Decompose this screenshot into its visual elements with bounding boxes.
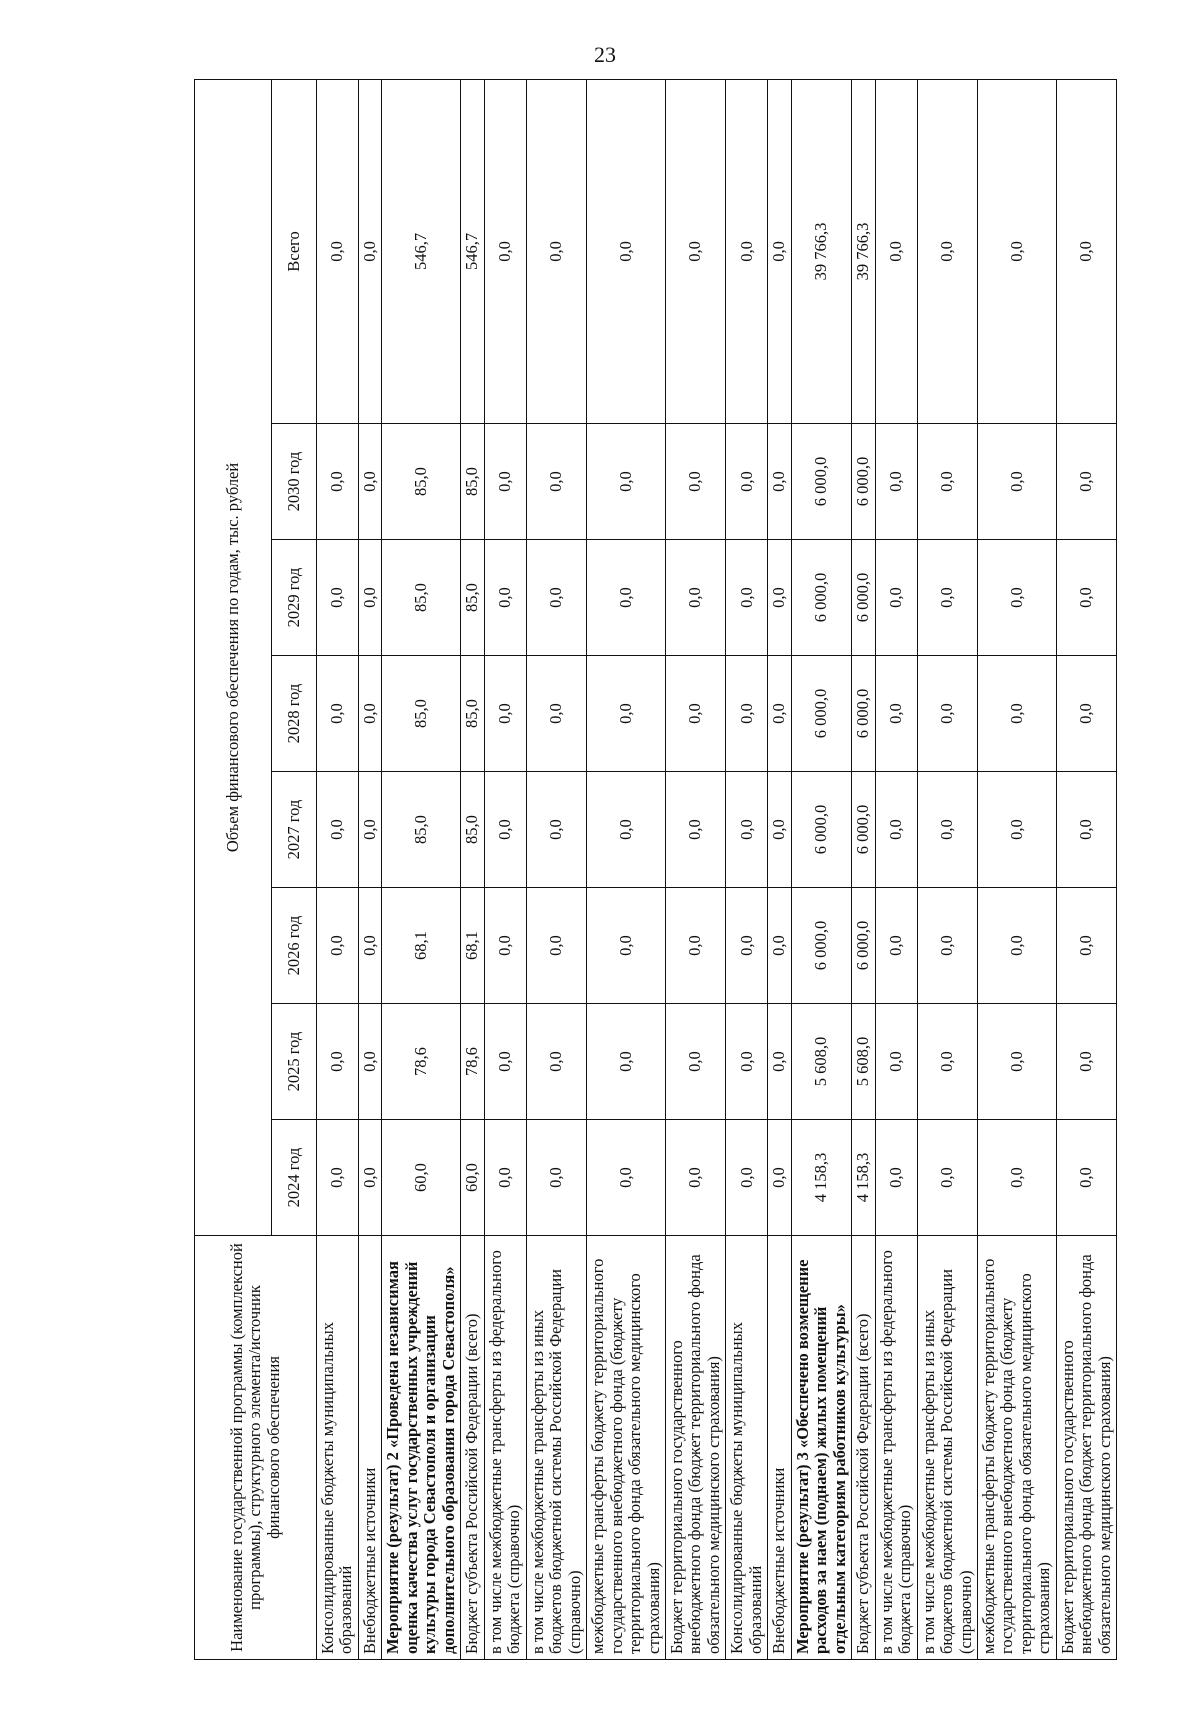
row-value: 0,0 <box>768 772 791 888</box>
row-value: 0,0 <box>587 540 666 656</box>
row-value: 0,0 <box>726 888 768 1004</box>
row-value: 0,0 <box>768 656 791 772</box>
row-value: 0,0 <box>875 1004 917 1120</box>
row-value: 0,0 <box>917 424 977 540</box>
row-value: 85,0 <box>382 540 461 656</box>
row-value: 0,0 <box>484 656 526 772</box>
row-value: 0,0 <box>317 772 359 888</box>
row-value: 0,0 <box>917 540 977 656</box>
row-value: 0,0 <box>526 1120 586 1236</box>
row-value: 0,0 <box>875 1120 917 1236</box>
row-value: 0,0 <box>665 888 725 1004</box>
row-value: 6 000,0 <box>791 888 851 1004</box>
row-value: 5 608,0 <box>791 1004 851 1120</box>
row-value: 78,6 <box>461 1004 484 1120</box>
row-value: 0,0 <box>768 79 791 423</box>
table-row <box>382 79 461 1659</box>
table-row <box>317 79 359 1659</box>
row-value: 0,0 <box>978 79 1057 423</box>
row-value: 0,0 <box>317 424 359 540</box>
row-value: 0,0 <box>1056 888 1116 1004</box>
row-value: 6 000,0 <box>791 772 851 888</box>
table-row <box>526 79 586 1659</box>
row-label: Бюджет субъекта Российской Федерации (всего) <box>852 1236 875 1660</box>
row-value: 0,0 <box>726 79 768 423</box>
row-value: 0,0 <box>484 772 526 888</box>
row-value: 6 000,0 <box>791 424 851 540</box>
row-value: 0,0 <box>317 1120 359 1236</box>
row-value: 85,0 <box>461 540 484 656</box>
row-value: 0,0 <box>917 656 977 772</box>
row-value: 0,0 <box>917 772 977 888</box>
row-value: 0,0 <box>875 888 917 1004</box>
row-value: 0,0 <box>358 888 381 1004</box>
row-value: 0,0 <box>317 888 359 1004</box>
row-value: 0,0 <box>1056 1120 1116 1236</box>
row-value: 0,0 <box>665 1120 725 1236</box>
row-value: 0,0 <box>665 1004 725 1120</box>
header-year-4: 2028 год <box>272 656 317 772</box>
row-label: межбюджетные трансферты бюджету территориального государственного внебюджетного фонда (бюджету территориального фонда обязательного медицинского страхования) <box>587 1236 666 1660</box>
row-value: 0,0 <box>917 1120 977 1236</box>
row-value: 0,0 <box>665 540 725 656</box>
row-label: Внебюджетные источники <box>768 1236 791 1660</box>
row-value: 0,0 <box>978 424 1057 540</box>
row-value: 0,0 <box>587 888 666 1004</box>
row-value: 546,7 <box>382 79 461 423</box>
row-value: 6 000,0 <box>852 772 875 888</box>
row-value: 0,0 <box>526 1004 586 1120</box>
row-label: межбюджетные трансферты бюджету территориального государственного внебюджетного фонда (бюджету территориального фонда обязательного медицинского страхования) <box>978 1236 1057 1660</box>
row-value: 0,0 <box>875 656 917 772</box>
header-volume-column: Объем финансового обеспечения по годам, тыс. рублей <box>195 79 272 1235</box>
row-value: 0,0 <box>484 79 526 423</box>
header-year-7: Всего <box>272 79 317 423</box>
row-value: 0,0 <box>726 656 768 772</box>
row-value: 0,0 <box>587 656 666 772</box>
row-value: 0,0 <box>978 772 1057 888</box>
row-value: 6 000,0 <box>852 424 875 540</box>
row-value: 0,0 <box>978 888 1057 1004</box>
table-row <box>791 79 851 1659</box>
row-value: 4 158,3 <box>852 1120 875 1236</box>
row-value: 0,0 <box>526 888 586 1004</box>
row-value: 0,0 <box>875 79 917 423</box>
table-row <box>484 79 526 1659</box>
row-value: 0,0 <box>665 772 725 888</box>
row-value: 0,0 <box>358 424 381 540</box>
header-year-0: 2024 год <box>272 1120 317 1236</box>
header-year-2: 2026 год <box>272 888 317 1004</box>
row-value: 0,0 <box>1056 772 1116 888</box>
row-value: 0,0 <box>484 1004 526 1120</box>
financing-table <box>194 79 1117 1660</box>
row-value: 0,0 <box>587 772 666 888</box>
row-label: Консолидированные бюджеты муниципальных образований <box>726 1236 768 1660</box>
row-value: 546,7 <box>461 79 484 423</box>
table-row <box>358 79 381 1659</box>
row-value: 85,0 <box>461 656 484 772</box>
table-row <box>875 79 917 1659</box>
row-value: 0,0 <box>484 424 526 540</box>
page-number: 23 <box>594 42 616 67</box>
table-row <box>665 79 725 1659</box>
row-value: 0,0 <box>484 888 526 1004</box>
row-value: 5 608,0 <box>852 1004 875 1120</box>
row-value: 0,0 <box>1056 656 1116 772</box>
row-value: 4 158,3 <box>791 1120 851 1236</box>
table-row <box>852 79 875 1659</box>
table-row <box>768 79 791 1659</box>
row-value: 0,0 <box>917 79 977 423</box>
table-row <box>587 79 666 1659</box>
row-label: Бюджет территориального государственного внебюджетного фонда (бюджет территориального фонда обязательного медицинского страхования) <box>1056 1236 1116 1660</box>
row-value: 0,0 <box>768 888 791 1004</box>
table-row <box>461 79 484 1659</box>
row-value: 0,0 <box>875 772 917 888</box>
row-value: 85,0 <box>382 772 461 888</box>
row-label: в том числе межбюджетные трансферты из федерального бюджета (справочно) <box>484 1236 526 1660</box>
row-value: 0,0 <box>317 1004 359 1120</box>
row-value: 0,0 <box>358 772 381 888</box>
row-value: 0,0 <box>768 424 791 540</box>
row-value: 0,0 <box>526 79 586 423</box>
row-value: 60,0 <box>382 1120 461 1236</box>
row-value: 68,1 <box>382 888 461 1004</box>
row-value: 0,0 <box>587 424 666 540</box>
row-value: 0,0 <box>1056 424 1116 540</box>
header-name-column: Наименование государственной программы (комплексной программы), структурного элемента/источник финансового обеспечения <box>195 1236 317 1660</box>
row-value: 85,0 <box>461 424 484 540</box>
row-label: Внебюджетные источники <box>358 1236 381 1660</box>
header-year-3: 2027 год <box>272 772 317 888</box>
row-value: 60,0 <box>461 1120 484 1236</box>
header-year-5: 2029 год <box>272 540 317 656</box>
row-value: 85,0 <box>382 656 461 772</box>
row-value: 0,0 <box>917 888 977 1004</box>
row-value: 0,0 <box>358 1004 381 1120</box>
header-year-6: 2030 год <box>272 424 317 540</box>
row-label: в том числе межбюджетные трансферты из иных бюджетов бюджетной системы Российской Федерации (справочно) <box>526 1236 586 1660</box>
row-value: 0,0 <box>587 1004 666 1120</box>
row-value: 0,0 <box>1056 79 1116 423</box>
row-value: 6 000,0 <box>852 656 875 772</box>
row-value: 0,0 <box>358 79 381 423</box>
table-row <box>726 79 768 1659</box>
row-label: Мероприятие (результат) 3 «Обеспечено возмещение расходов за наем (поднаем) жилых помещений отдельным категориям работников культуры» <box>791 1236 851 1660</box>
row-value: 0,0 <box>978 540 1057 656</box>
row-value: 0,0 <box>726 1120 768 1236</box>
row-value: 0,0 <box>526 772 586 888</box>
row-value: 0,0 <box>978 1120 1057 1236</box>
row-value: 0,0 <box>978 656 1057 772</box>
row-value: 0,0 <box>587 79 666 423</box>
row-value: 0,0 <box>358 540 381 656</box>
row-value: 85,0 <box>382 424 461 540</box>
row-label: Бюджет территориального государственного внебюджетного фонда (бюджет территориального фонда обязательного медицинского страхования) <box>665 1236 725 1660</box>
row-value: 0,0 <box>587 1120 666 1236</box>
row-value: 0,0 <box>358 1120 381 1236</box>
row-label: Консолидированные бюджеты муниципальных образований <box>317 1236 359 1660</box>
row-value: 0,0 <box>665 79 725 423</box>
row-value: 0,0 <box>1056 540 1116 656</box>
row-value: 0,0 <box>484 540 526 656</box>
row-value: 0,0 <box>978 1004 1057 1120</box>
row-value: 0,0 <box>726 1004 768 1120</box>
row-value: 0,0 <box>484 1120 526 1236</box>
row-value: 0,0 <box>358 656 381 772</box>
rotated-table-wrapper <box>194 80 1114 1660</box>
row-value: 0,0 <box>317 79 359 423</box>
row-value: 0,0 <box>526 656 586 772</box>
row-value: 0,0 <box>768 1120 791 1236</box>
header-year-1: 2025 год <box>272 1004 317 1120</box>
row-value: 6 000,0 <box>852 888 875 1004</box>
row-label: в том числе межбюджетные трансферты из иных бюджетов бюджетной системы Российской Федерации (справочно) <box>917 1236 977 1660</box>
row-value: 6 000,0 <box>791 540 851 656</box>
row-value: 6 000,0 <box>791 656 851 772</box>
row-value: 0,0 <box>526 424 586 540</box>
row-value: 39 766,3 <box>791 79 851 423</box>
row-value: 0,0 <box>665 656 725 772</box>
row-value: 6 000,0 <box>852 540 875 656</box>
row-value: 0,0 <box>726 540 768 656</box>
row-value: 0,0 <box>665 424 725 540</box>
table-row <box>917 79 977 1659</box>
row-label: в том числе межбюджетные трансферты из федерального бюджета (справочно) <box>875 1236 917 1660</box>
row-value: 0,0 <box>726 424 768 540</box>
row-value: 0,0 <box>875 540 917 656</box>
row-value: 0,0 <box>317 656 359 772</box>
row-value: 0,0 <box>526 540 586 656</box>
row-label: Мероприятие (результат) 2 «Проведена независимая оценка качества услуг государственных учреждений культуры города Севастополя и организации дополнительного образования города Севастополя» <box>382 1236 461 1660</box>
row-value: 85,0 <box>461 772 484 888</box>
row-value: 0,0 <box>768 1004 791 1120</box>
row-value: 68,1 <box>461 888 484 1004</box>
row-value: 78,6 <box>382 1004 461 1120</box>
row-value: 0,0 <box>875 424 917 540</box>
row-value: 39 766,3 <box>852 79 875 423</box>
row-label: Бюджет субъекта Российской Федерации (всего) <box>461 1236 484 1660</box>
table-row <box>978 79 1057 1659</box>
row-value: 0,0 <box>1056 1004 1116 1120</box>
row-value: 0,0 <box>917 1004 977 1120</box>
row-value: 0,0 <box>317 540 359 656</box>
row-value: 0,0 <box>726 772 768 888</box>
table-row <box>1056 79 1116 1659</box>
row-value: 0,0 <box>768 540 791 656</box>
